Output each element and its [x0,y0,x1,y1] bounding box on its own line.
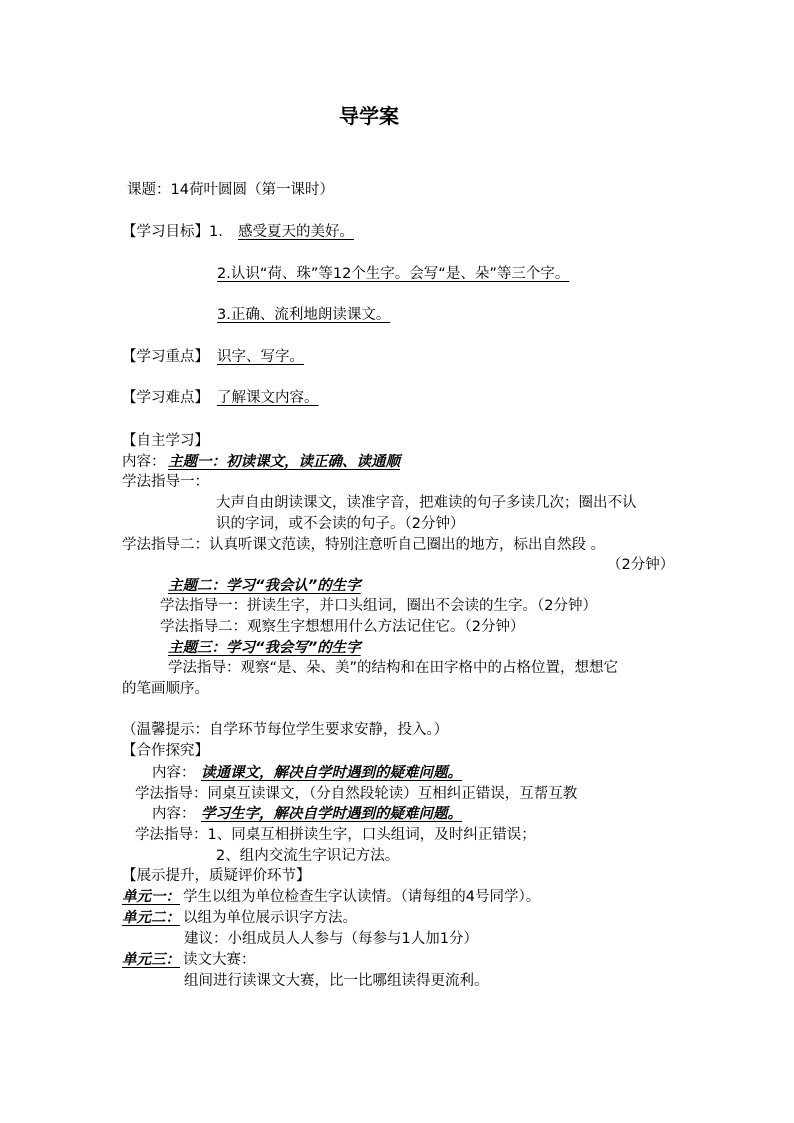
unit-1-label: 单元一： [122,889,180,905]
goal-3: 3.正确、流利地朗读课文。 [217,307,391,323]
guide-1-label: 学法指导一： [122,474,209,490]
self-study-heading: 【自主学习】 [122,433,209,449]
coop-heading: 【合作探究】 [122,743,209,759]
guide-1-line-2: 识的字词，或不会读的句子。（2分钟） [216,516,465,532]
goals-label: 【学习目标】1. [122,224,223,240]
topic-2: 主题二：学习“我会认”的生字 [168,578,361,594]
topic-3-guide-line-1: 学法指导：观察“是、朵、美”的结构和在田字格中的占格位置，想想它 [168,660,619,676]
guide-2-line-1: 学法指导二：认真听课文范读，特别注意听自己圈出的地方，标出自然段 。 [122,537,606,553]
guide-1-line-1: 大声自由朗读课文，读准字音，把难读的句子多读几次；圈出不认 [216,495,637,511]
unit-3-text: 读文大赛： [183,952,256,968]
content-label: 内容： [122,454,166,470]
coop-guide-2-line-1: 学法指导：1、同桌互相拼读生字，口头组词，及时纠正错误； [135,827,536,843]
topic-1: 主题一：初读课文，读正确、读通顺 [168,454,400,470]
coop-guide-1: 学法指导：同桌互读课文，（分自然段轮读）互相纠正错误，互帮互教 [135,786,578,802]
unit-3-note: 组间进行读课文大赛，比一比哪组读得更流利。 [184,973,489,989]
difficulty-label: 【学习难点】 [122,390,209,406]
difficulty-text: 了解课文内容。 [217,390,319,406]
topic-3: 主题三：学习“我会写”的生字 [168,640,361,656]
page-title: 导学案 [339,104,399,128]
focus-text: 识字、写字。 [217,349,304,365]
unit-2-label: 单元二： [122,910,180,926]
unit-3-label: 单元三： [122,952,180,968]
coop-content-1: 读通课文，解决自学时遇到的疑难问题。 [201,765,462,781]
goal-1: 感受夏天的美好。 [238,224,354,240]
topic-2-guide-2: 学法指导二：观察生字想想用什么方法记住它。（2分钟） [160,619,525,635]
coop-content-2: 学习生字，解决自学时遇到的疑难问题。 [201,806,462,822]
coop-content-2-label: 内容： [152,806,196,822]
topic-2-guide-1: 学法指导一：拼读生字，并口头组词，圈出不会读的生字。（2分钟） [160,598,597,614]
coop-content-1-label: 内容： [152,765,196,781]
unit-2-text: 以组为单位展示识字方法。 [183,910,357,926]
goal-2: 2.认识“荷、珠”等12个生字。会写“是、朵”等三个字。 [217,266,570,282]
focus-label: 【学习重点】 [122,349,209,365]
unit-1-text: 学生以组为单位检查生字认读情。（请每组的4号同学）。 [183,889,541,905]
unit-2-note: 建议：小组成员人人参与（每参与1人加1分） [184,931,478,947]
lesson-title: 课题：14荷叶圆圆（第一课时） [127,182,334,198]
tip: （温馨提示：自学环节每位学生要求安静，投入。） [122,722,449,738]
coop-guide-2-line-2: 2、组内交流生字识记方法。 [216,848,400,864]
guide-2-line-2: （2分钟） [607,557,675,573]
show-heading: 【展示提升，质疑评价环节】 [122,868,311,884]
topic-3-guide-line-2: 的笔画顺序。 [122,681,209,697]
